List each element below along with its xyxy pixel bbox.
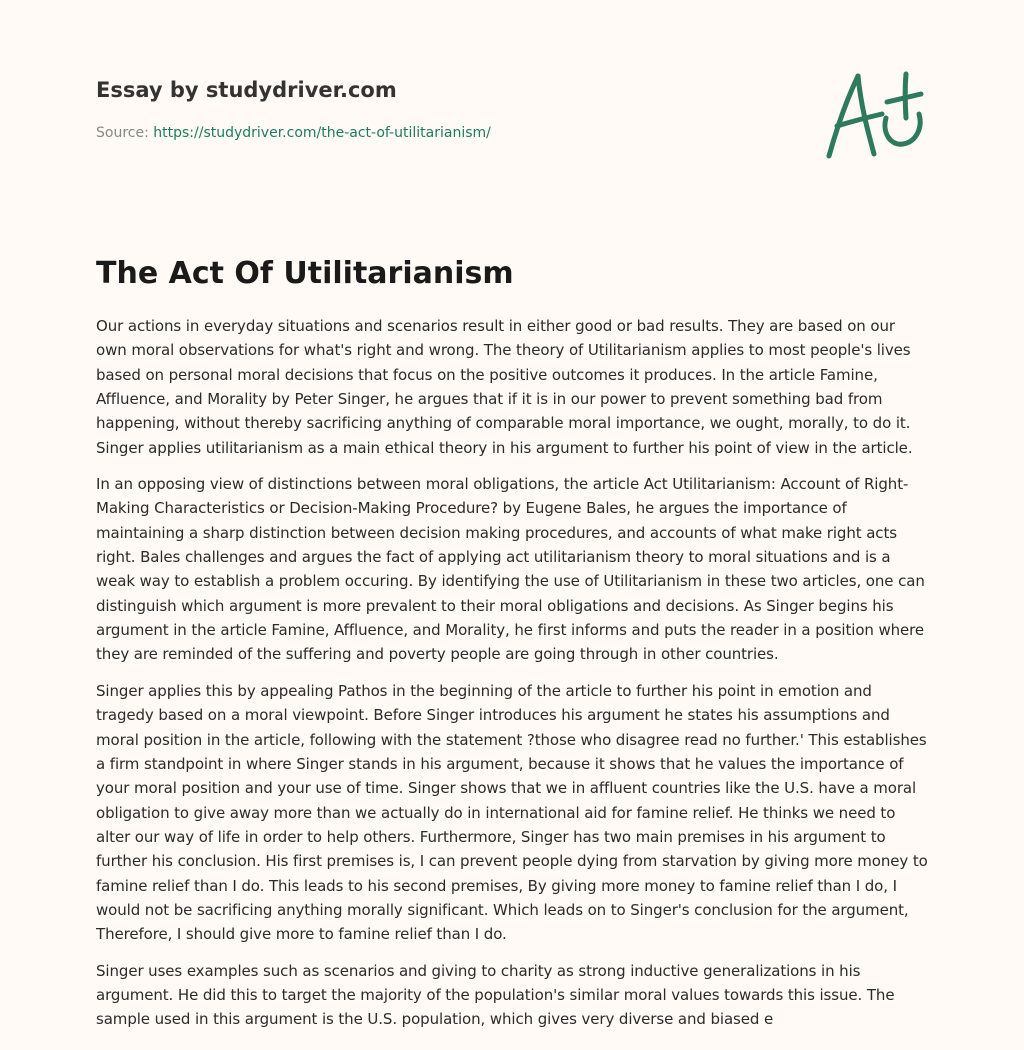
paragraph: Singer uses examples such as scenarios and giving to charity as strong inductive generalizations in his argument. He did this to target the majority of the population's similar moral values towards this issue. The sample used in this argument is the U.S. population, which gives very diverse and biased e (96, 961, 895, 1029)
source-line (96, 123, 796, 143)
a-plus-logo-icon (820, 66, 930, 166)
source-link[interactable]: https://studydriver.com/the-act-of-utilitarianism/ (153, 125, 491, 141)
source-label: Source: (96, 125, 149, 141)
essay-body (96, 314, 928, 1050)
essay-header (96, 76, 796, 143)
brand-title: Essay by studydriver.com (96, 78, 397, 102)
paragraph: Singer applies this by appealing Pathos in the beginning of the article to further his point in emotion and tragedy based on a moral viewpoint. Before Singer introduces his argument he states his assumptions and moral position in the article, following with the statement ?those who disagree read no further.' This establishes a firm standpoint in where Singer stands in his argument, because it shows that he values the importance of your moral position and your use of time. Singer shows that we in affluent countries like the U.S. have a moral obligation to give away more than we actually do in international aid for famine relief. He thinks we need to alter our way of life in order to help others. Furthermore, Singer has two main premises in his argument to further his conclusion. His first premises is, I can prevent people dying from starvation by giving more money to famine relief than I do. This leads to his second premises, By giving more money to famine relief than I do, I would not be sacrificing anything morally significant. Which leads on to Singer's conclusion for the argument, Therefore, I should give more to famine relief than I do. (96, 681, 928, 944)
essay-title: The Act Of Utilitarianism (96, 256, 514, 291)
paragraph: In an opposing view of distinctions between moral obligations, the article Act Utilitarianism: Account of Right-Making Characteristics or Decision-Making Procedure? by Eugene Bales, he argues the importance of maintaining a sharp distinction between decision making procedures, and accounts of what make right acts right. Bales challenges and argues the fact of applying act utilitarianism theory to moral situations and is a weak way to establish a problem occuring. By identifying the use of Utilitarianism in these two articles, one can distinguish which argument is more prevalent to their moral obligations and decisions. As Singer begins his argument in the article Famine, Affluence, and Morality, he first informs and puts the reader in a position where they are reminded of the suffering and poverty people are going through in other countries. (96, 475, 925, 664)
paragraph: Our actions in everyday situations and scenarios result in either good or bad results. They are based on our own moral observations for what's right and wrong. The theory of Utilitarianism applies to most people's lives based on personal moral decisions that focus on the positive outcomes it produces. In the article Famine, Affluence, and Morality by Peter Singer, he argues that if it is in our power to prevent something bad from happening, without thereby sacrificing anything of comparable moral importance, we ought, morally, to do it. Singer applies utilitarianism as a main ethical theory in his argument to further his point of view in the article. (96, 317, 913, 457)
